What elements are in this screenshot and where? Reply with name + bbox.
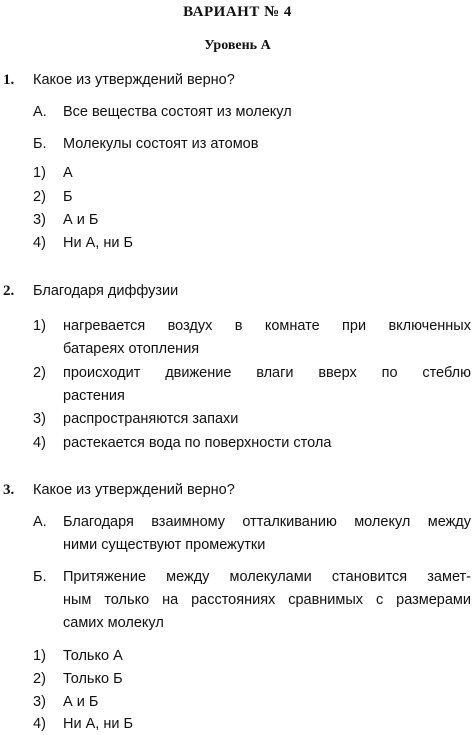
option-text-line-1: происходит движение влаги вверх по стеблю [63, 365, 471, 381]
statement-text: Молекулы состоят из атомов [63, 136, 259, 152]
option-text: А и Б [63, 212, 99, 228]
question-number: 3. [3, 482, 15, 498]
option-label: 2) [33, 365, 46, 381]
option-text-line-2: батареях отопления [63, 341, 200, 357]
variant-title: ВАРИАНТ № 4 [183, 4, 292, 20]
option-text: растекается вода по поверхности стола [63, 435, 332, 451]
statement-text-line-1: Притяжение между молекулами становится замет- [63, 569, 471, 585]
level-title: Уровень А [204, 38, 271, 53]
question-number: 2. [3, 283, 15, 299]
option-label: 4) [33, 235, 46, 251]
statement-label: А. [33, 104, 47, 120]
option-label: 2) [33, 671, 46, 687]
option-text: распространяются запахи [63, 411, 239, 427]
option-text: А [63, 165, 73, 181]
option-text: Ни А, ни Б [63, 716, 133, 732]
statement-label: А. [33, 514, 47, 530]
statement-text: Все вещества состоят из молекул [63, 104, 292, 120]
question-number: 1. [3, 72, 15, 88]
option-label: 1) [33, 318, 46, 334]
option-text: А и Б [63, 694, 99, 710]
option-text-line-1: нагревается воздух в комнате при включенных [63, 318, 471, 334]
option-text: Только Б [63, 671, 123, 687]
statement-text-line-3: самих молекул [63, 615, 164, 631]
statement-label: Б. [33, 569, 47, 585]
option-text: Только А [63, 648, 123, 664]
option-label: 1) [33, 165, 46, 181]
option-text-line-2: растения [63, 388, 125, 404]
option-label: 1) [33, 648, 46, 664]
statement-text-line-1: Благодаря взаимному отталкиванию молекул между [63, 514, 471, 530]
option-label: 4) [33, 435, 46, 451]
statement-text-line-2: ным только на расстояниях сравнимых с размерами [63, 592, 471, 608]
question-text: Какое из утверждений верно? [33, 482, 235, 498]
option-label: 3) [33, 212, 46, 228]
option-label: 4) [33, 716, 46, 732]
option-label: 2) [33, 189, 46, 205]
statement-label: Б. [33, 136, 47, 152]
option-label: 3) [33, 411, 46, 427]
question-text: Благодаря диффузии [33, 283, 179, 299]
question-text: Какое из утверждений верно? [33, 72, 235, 88]
option-label: 3) [33, 694, 46, 710]
option-text: Б [63, 189, 73, 205]
option-text: Ни А, ни Б [63, 235, 133, 251]
statement-text-line-2: ними существуют промежутки [63, 537, 266, 553]
